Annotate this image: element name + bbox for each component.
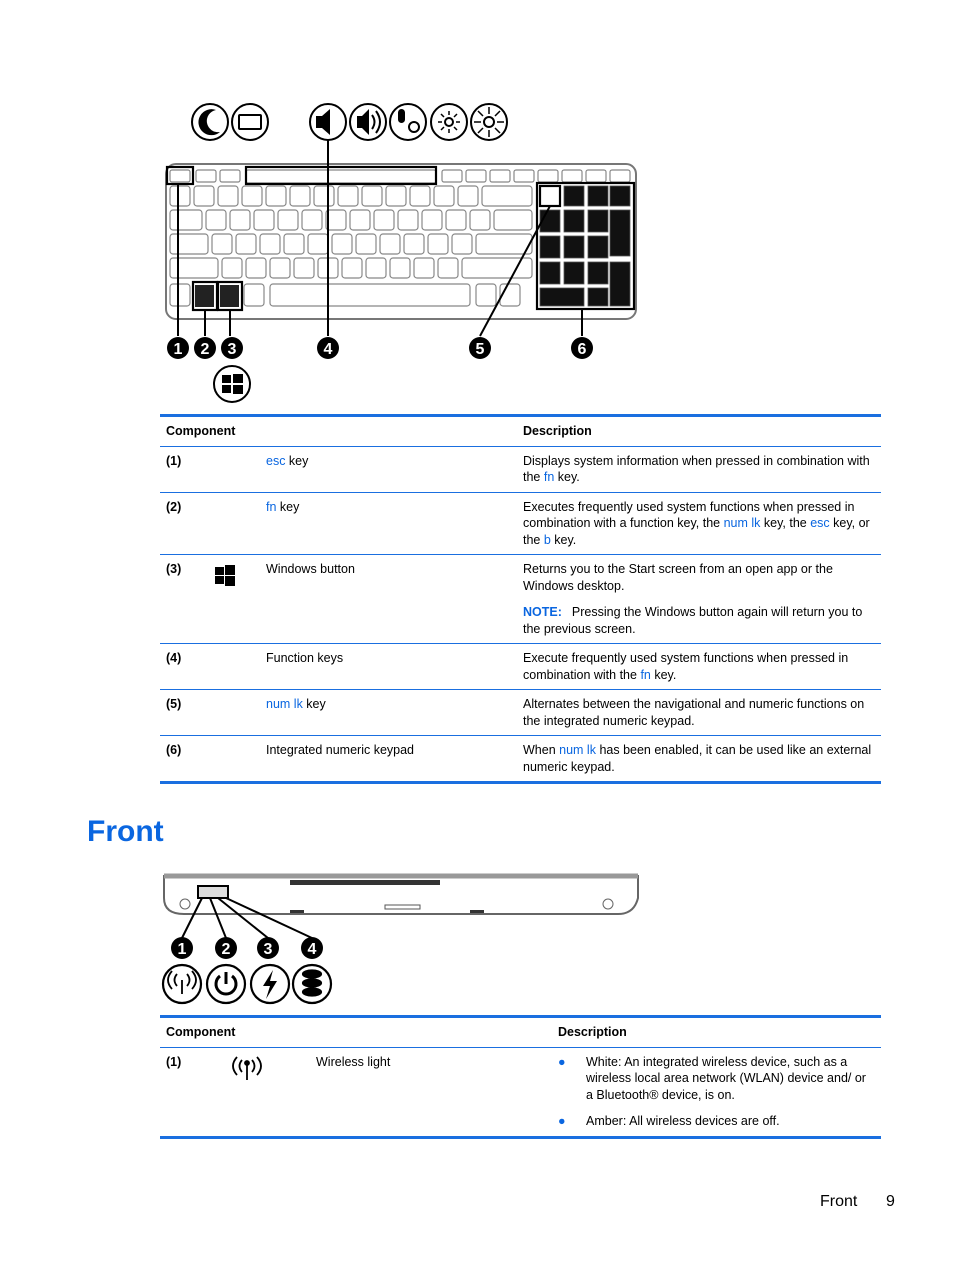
windows-logo-icon	[214, 366, 250, 402]
component-name: Integrated numeric keypad	[266, 743, 415, 757]
section-heading: Front	[87, 815, 164, 848]
row-number: (4)	[166, 651, 182, 665]
table-row	[160, 492, 881, 555]
row-number: (5)	[166, 697, 182, 711]
component-name: esc key	[266, 453, 309, 468]
mic-mute-icon	[390, 104, 426, 140]
front-view-illustration	[160, 868, 650, 1010]
component-description	[558, 1048, 875, 1136]
component-description: Displays system information when pressed in combination with the fn key.	[523, 453, 870, 484]
row-number: (6)	[166, 743, 182, 757]
list-item: ● White: An integrated wireless device, such as a wireless local area network (WLAN) device and/ or a Bluetooth® device, is on.	[558, 1054, 866, 1102]
component-description: Execute frequently used system functions when pressed in combination with the fn key.	[523, 651, 849, 682]
footer-section-label: Front	[820, 1193, 858, 1210]
note-label: NOTE:	[523, 605, 562, 619]
header-component: Component	[166, 1025, 236, 1039]
callout-2: 2	[200, 341, 210, 358]
row-number: (2)	[166, 499, 182, 514]
table-row	[160, 1047, 881, 1136]
page-number: 9	[886, 1193, 895, 1210]
callout-6: 6	[577, 341, 587, 358]
front-callouts	[171, 937, 323, 959]
header-description: Description	[523, 424, 592, 438]
component-description: When num lk has been enabled, it can be used like an external numeric keypad.	[523, 743, 872, 774]
callout-3: 3	[227, 341, 237, 358]
windows-icon	[210, 555, 266, 643]
list-item: ● Amber: All wireless devices are off.	[558, 1114, 780, 1128]
table-row	[160, 689, 881, 735]
row-number: (3)	[166, 562, 182, 576]
component-name: Windows button	[266, 562, 355, 576]
table-row	[160, 735, 881, 781]
callout-4: 4	[323, 341, 333, 358]
callout-2: 2	[221, 941, 231, 958]
header-component: Component	[166, 424, 236, 438]
callout-1: 1	[177, 941, 187, 958]
callout-5: 5	[475, 341, 485, 358]
front-components-table	[160, 1015, 881, 1139]
table-row	[160, 643, 881, 689]
top-key-icons	[192, 104, 507, 140]
table-row	[160, 554, 881, 643]
callout-3: 3	[263, 941, 273, 958]
component-name: fn key	[266, 499, 300, 514]
keyboard-illustration	[160, 96, 650, 408]
keyboard-callouts	[167, 337, 593, 359]
header-description: Description	[558, 1025, 627, 1039]
display-switch-icon	[232, 104, 268, 140]
callout-1: 1	[173, 341, 183, 358]
brightness-down-icon	[431, 104, 467, 140]
table-row	[160, 446, 881, 492]
component-description: Executes frequently used system functions when pressed in combination with a function key, the num lk key, the esc key, or the b key.	[523, 499, 870, 547]
row-number: (1)	[166, 453, 182, 468]
lights-highlight	[198, 886, 228, 898]
component-description: Returns you to the Start screen from an open app or the Windows desktop. NOTE: Pressing the Windows button again will return you to the previous screen.	[523, 562, 863, 636]
keyboard-components-table	[160, 414, 881, 784]
row-number: (1)	[166, 1054, 182, 1069]
component-name: num lk key	[266, 697, 326, 711]
callout-4: 4	[307, 941, 317, 958]
component-description: Alternates between the navigational and numeric functions on the integrated numeric keypad.	[523, 697, 865, 728]
component-name: Function keys	[266, 651, 344, 665]
component-name: Wireless light	[316, 1054, 391, 1069]
wireless-light-icon	[210, 1048, 316, 1136]
